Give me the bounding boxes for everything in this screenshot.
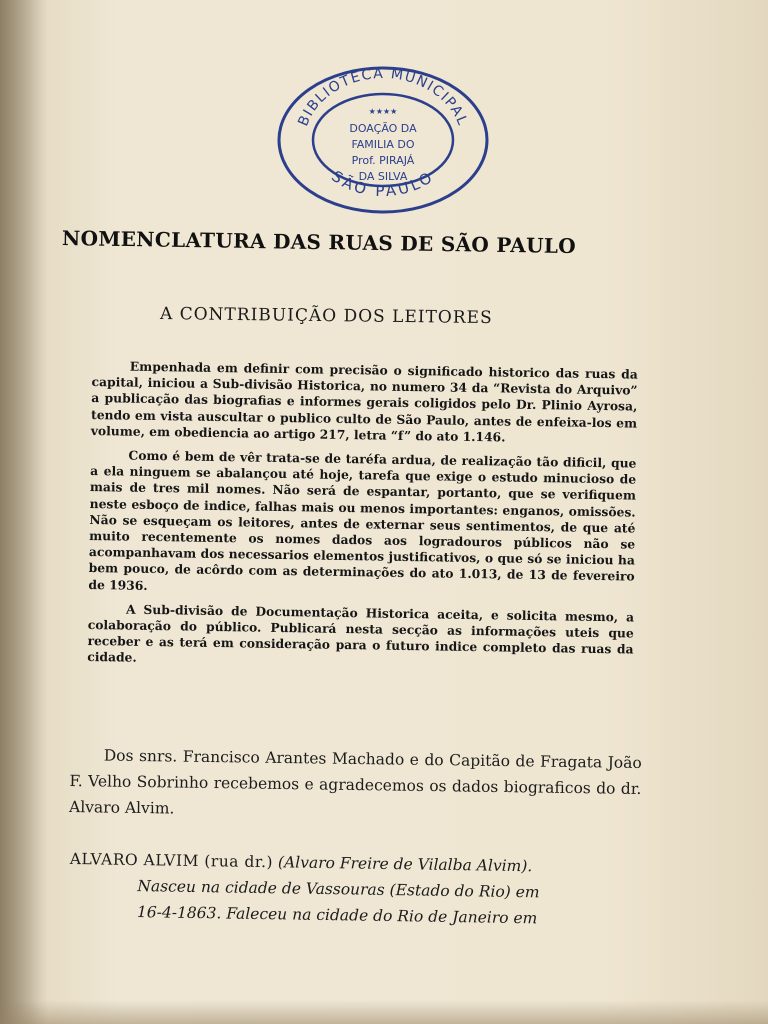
page-bottom-edge — [0, 1000, 768, 1024]
stamp-inner-line: Prof. PIRAJÁ — [351, 154, 415, 167]
page-title: NOMENCLATURA DAS RUAS DE SÃO PAULO — [61, 226, 577, 259]
stamp-inner-line: DOAÇÃO DA — [349, 122, 417, 135]
entry-date: 16-4-1863. — [136, 903, 222, 923]
page-subtitle: A CONTRIBUIÇÃO DOS LEITORES — [159, 304, 493, 329]
stamp-inner-line: DA SILVA — [358, 170, 408, 183]
received-note: Dos snrs. Francisco Arantes Machado e do Capitão de Fragata João F. Velho Sobrinho recebemos e agradecemos os dados biograficos do dr. Alvaro Alvim. — [68, 746, 642, 818]
paragraph: Empenhada em definir com precisão o significado historico das ruas da capital, iniciou a Sub-divisão Historica, no numero 34 da “Revista do Arquivo” a publicação das biografias e informes gerais coligidos pelo Dr. Plinio Ayrosa, tendo em vista auscultar o publico culto de São Paulo, antes de enfeixa-los em volume, em obediencia ao artigo 217, letra “f” do ato 1.146. — [90, 358, 638, 445]
entry-full-name: (Alvaro Freire de Vilalba Alvim). — [277, 853, 533, 876]
page-gutter-shadow — [0, 0, 48, 1024]
entry-line: Nasceu na cidade de Vassouras (Estado do Rio) em — [137, 877, 540, 902]
paragraph: A Sub-divisão de Documentação Historica aceita, e solicita mesmo, a colaboração do público. Publicará nesta secção as informações uteis que receber e as terá em consideração para o futuro indice completo das ruas da cidade. — [87, 601, 635, 666]
intro-text — [87, 358, 638, 682]
stamp-outer-top: BIBLIOTECA MUNICIPAL — [295, 65, 471, 129]
library-stamp — [276, 64, 490, 214]
entry-line: Faleceu na cidade do Rio de Janeiro em — [226, 904, 538, 928]
entry-name: ALVARO ALVIM (rua dr.) — [69, 849, 274, 872]
paragraph: Como é bem de vêr trata-se de taréfa ardua, de realização tão dificil, que a ela ninguem se abalançou até hoje, tarefa que exige o estudo minucioso de mais de tres mil nomes. Não será de espantar, portanto, que se verifiquem neste esboço de indice, falhas mais ou menos importantes: enganos, omissões. Não se esqueçam os leitores, antes de externar seus sentimentos, de que até muito recentemente os nomes dados aos logradouros públicos não se acompanhavam dos necessarios elementos justificativos, o que só se iniciou ha bem pouco, de acôrdo com as determinações do ato 1.013, de 13 de fevereiro de 1936. — [88, 447, 637, 593]
stamp-inner-line: FAMILIA DO — [351, 138, 415, 151]
stamp-stars: ★★★★ — [368, 107, 398, 116]
street-entry — [69, 846, 642, 933]
stamp-outer-bottom: SÃO PAULO — [328, 167, 438, 201]
